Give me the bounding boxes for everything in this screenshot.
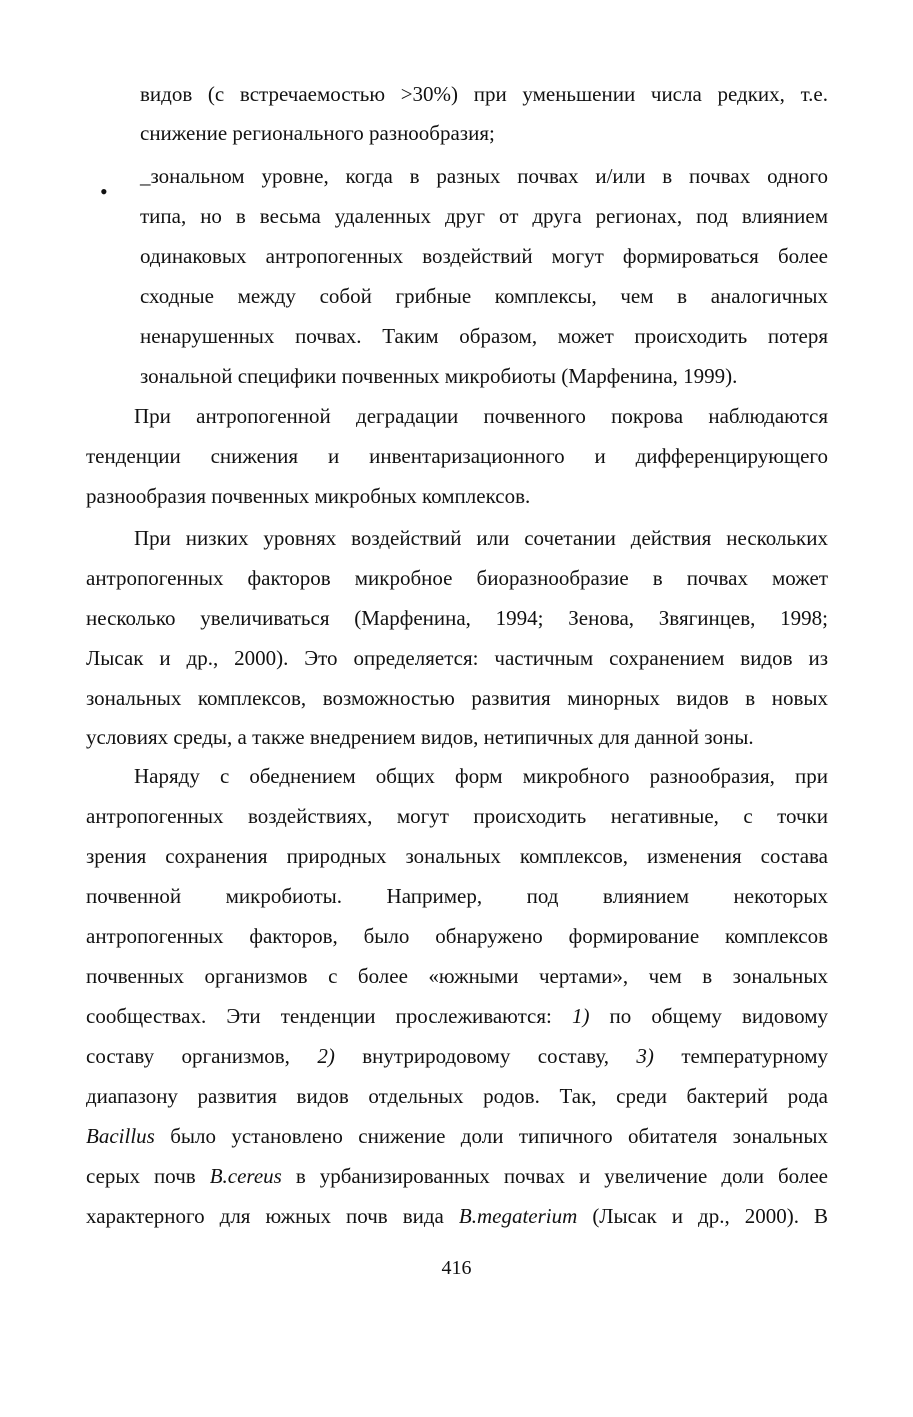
genus-name: Bacillus bbox=[86, 1124, 155, 1148]
text-line: почвенных организмов с более «южными чертами», чем в зональных bbox=[86, 964, 828, 988]
species-name: B.megaterium bbox=[458, 1204, 578, 1228]
text-line: Наряду с обеднением общих форм микробного разнообразия, при bbox=[134, 764, 828, 788]
list-number: 2) bbox=[317, 1044, 335, 1068]
text-line bbox=[86, 1196, 828, 1236]
text-segment: составу организмов, bbox=[86, 1044, 318, 1068]
species-name: B.cereus bbox=[209, 1164, 282, 1188]
text-line: разнообразия почвенных микробных комплексов. bbox=[86, 484, 531, 508]
text-line: условиях среды, а также внедрением видов, нетипичных для данной зоны. bbox=[86, 725, 754, 749]
text-line: тенденции снижения и инвентаризационного и дифференцирующего bbox=[86, 444, 828, 468]
text-segment: в урбанизированных почвах и увеличение доли более bbox=[281, 1164, 828, 1188]
text-segment: (Лысак и др., 2000). В bbox=[577, 1204, 829, 1228]
text-line: антропогенных воздействиях, могут происходить негативные, с точки bbox=[86, 804, 828, 828]
text-line bbox=[86, 1156, 828, 1196]
list-number: 1) bbox=[571, 1004, 590, 1028]
text-line: типа, но в весьма удаленных друг от друга регионах, под влиянием bbox=[140, 204, 828, 228]
text-segment: сообществах. Эти тенденции прослеживаются: bbox=[86, 1004, 572, 1028]
text-line: Лысак и др., 2000). Это определяется: частичным сохранением видов из bbox=[86, 646, 828, 670]
text-line: антропогенных факторов, было обнаружено формирование комплексов bbox=[86, 924, 828, 948]
text-line: почвенной микробиоты. Например, под влиянием некоторых bbox=[86, 884, 828, 908]
text-line: ненарушенных почвах. Таким образом, может происходить потеря bbox=[140, 324, 828, 348]
text-line: видов (с встречаемостью >30%) при уменьшении числа редких, т.е. bbox=[140, 82, 828, 106]
text-line: сходные между собой грибные комплексы, чем в аналогичных bbox=[140, 284, 828, 308]
text-segment: внутриродовому составу, bbox=[334, 1044, 637, 1068]
page-number: 416 bbox=[441, 1257, 472, 1279]
text-line: При низких уровнях воздействий или сочетании действия нескольких bbox=[134, 526, 828, 550]
text-line: диапазону развития видов отдельных родов. Так, среди бактерий рода bbox=[86, 1084, 828, 1108]
text-line: снижение регионального разнообразия; bbox=[140, 121, 495, 145]
text-segment: серых почв bbox=[86, 1164, 210, 1188]
list-number: 3) bbox=[636, 1044, 654, 1068]
text-line: одинаковых антропогенных воздействий могут формироваться более bbox=[140, 244, 828, 268]
text-segment: характерного для южных почв вида bbox=[86, 1204, 459, 1228]
text-line: _зональном уровне, когда в разных почвах и/или в почвах одного bbox=[140, 164, 828, 188]
text-line: При антропогенной деградации почвенного покрова наблюдаются bbox=[134, 404, 828, 428]
text-line: зональной специфики почвенных микробиоты (Марфенина, 1999). bbox=[140, 364, 738, 388]
text-line: зональных комплексов, возможностью развития минорных видов в новых bbox=[86, 686, 828, 710]
text-segment: температурному bbox=[653, 1044, 828, 1068]
text-segment: по общему видовому bbox=[589, 1004, 829, 1028]
text-line: антропогенных факторов микробное биоразнообразие в почвах может bbox=[86, 566, 828, 590]
text-line bbox=[86, 996, 828, 1036]
text-line bbox=[86, 1116, 828, 1156]
text-line: несколько увеличиваться (Марфенина, 1994; Зенова, Звягинцев, 1998; bbox=[86, 606, 828, 630]
bullet-marker: • bbox=[100, 179, 108, 204]
text-line: зрения сохранения природных зональных комплексов, изменения состава bbox=[86, 844, 828, 868]
text-line bbox=[86, 1036, 828, 1076]
text-segment: было установлено снижение доли типичного обитателя зональных bbox=[154, 1124, 828, 1148]
